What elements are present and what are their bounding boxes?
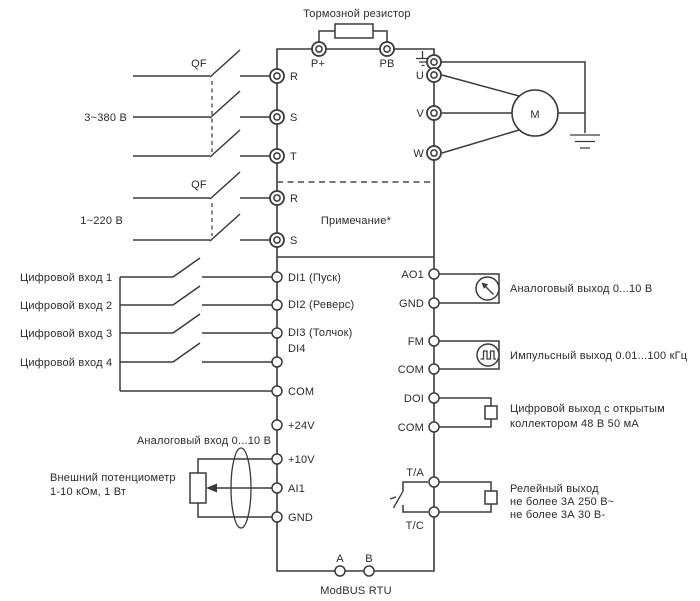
terminal-w bbox=[427, 146, 441, 160]
label-p-plus: P+ bbox=[310, 58, 326, 70]
pulse-output-label: Импульсный выход 0.01...100 кГц bbox=[510, 350, 688, 362]
terminal-di2 bbox=[272, 300, 282, 310]
breaker-380-qf-label: QF bbox=[191, 58, 207, 70]
terminal-com-doi bbox=[429, 422, 439, 432]
digital-input-4-label: Цифровой вход 4 bbox=[20, 357, 113, 369]
terminal-u bbox=[427, 68, 441, 82]
motor-group bbox=[416, 51, 600, 153]
label-ao1: AO1 bbox=[401, 269, 424, 281]
square-wave-icon bbox=[477, 344, 499, 366]
breaker-380-wires bbox=[133, 76, 270, 156]
terminal-v bbox=[427, 106, 441, 120]
label-w: W bbox=[413, 148, 424, 160]
motor-letter: M bbox=[530, 109, 540, 121]
label-doi: DOI bbox=[403, 393, 424, 405]
terminal-di1 bbox=[272, 272, 282, 282]
breaker-220-blades bbox=[210, 172, 240, 241]
terminal-di4 bbox=[272, 357, 282, 367]
brake-resistor-icon bbox=[335, 24, 373, 38]
label-gnd-ao: GND bbox=[398, 298, 424, 310]
note-label: Примечание* bbox=[320, 215, 392, 227]
label-gnd-ai: GND bbox=[288, 512, 314, 524]
label-di2: DI2 (Реверс) bbox=[288, 299, 355, 311]
terminal-com-di bbox=[272, 386, 282, 396]
breaker-220-wires bbox=[133, 198, 270, 240]
terminal-modbus-a bbox=[335, 566, 345, 576]
label-modbus-b: B bbox=[365, 553, 373, 565]
label-di1: DI1 (Пуск) bbox=[288, 272, 342, 284]
potentiometer-wiper-arrow-icon bbox=[206, 484, 217, 493]
label-fm: FM bbox=[407, 336, 424, 348]
open-collector-label-line1: Цифровой выход с открытым bbox=[510, 403, 665, 415]
label-com-fm: COM bbox=[397, 364, 424, 376]
terminal-di3 bbox=[272, 328, 282, 338]
analog-input-title: Аналоговый вход 0...10 В bbox=[136, 435, 272, 447]
terminal-t-380 bbox=[270, 149, 284, 163]
label-t-380: T bbox=[290, 151, 297, 163]
relay-label-line2: не более 3А 250 В~ bbox=[510, 496, 615, 508]
label-tc: T/C bbox=[405, 520, 424, 532]
load-resistor-icon bbox=[485, 406, 497, 419]
digital-input-wires bbox=[120, 277, 272, 362]
breaker-220-qf-label: QF bbox=[191, 179, 207, 191]
label-com-doi: COM bbox=[397, 422, 424, 434]
terminal-s-220 bbox=[270, 233, 284, 247]
modbus-label: ModBUS RTU bbox=[320, 585, 392, 597]
open-collector-wires bbox=[439, 398, 491, 427]
breaker-380-blades bbox=[210, 50, 240, 157]
terminal-pe bbox=[427, 55, 441, 69]
label-com-di: COM bbox=[288, 386, 315, 398]
open-collector-label-line2: коллектором 48 В 50 мА bbox=[510, 418, 639, 430]
breaker-220-group bbox=[80, 172, 270, 241]
terminal-r-380 bbox=[270, 69, 284, 83]
terminal-s-380 bbox=[270, 110, 284, 124]
label-10v: +10V bbox=[288, 454, 315, 466]
modbus-group bbox=[320, 553, 391, 597]
potentiometer-icon bbox=[190, 473, 206, 503]
analog-output-label: Аналоговый выход 0...10 В bbox=[510, 283, 653, 295]
relay-contact-blade-icon bbox=[390, 492, 403, 508]
voltage-380-label: 3~380 В bbox=[84, 112, 127, 124]
potentiometer-label-line1: Внешний потенциометр bbox=[50, 472, 176, 484]
label-modbus-a: A bbox=[336, 553, 344, 565]
potentiometer-label-line2: 1-10 кОм, 1 Вт bbox=[50, 486, 127, 498]
relay-contact-wires bbox=[403, 482, 428, 512]
terminal-doi bbox=[429, 393, 439, 403]
terminal-pb bbox=[380, 42, 394, 56]
relay-label-line1: Релейный выход bbox=[510, 483, 599, 495]
terminal-ao1 bbox=[429, 269, 439, 279]
digital-inputs-group bbox=[20, 258, 272, 391]
digital-input-2-label: Цифровой вход 2 bbox=[20, 300, 113, 312]
digital-inputs-common-bus bbox=[120, 277, 272, 391]
terminal-tc bbox=[429, 507, 439, 517]
terminal-gnd-ai bbox=[272, 512, 282, 522]
analog-input-group bbox=[50, 435, 272, 528]
analog-output-group bbox=[439, 274, 652, 303]
relay-label-line3: не более 3А 30 В- bbox=[510, 509, 606, 521]
relay-output-group bbox=[390, 482, 614, 521]
terminal-10v bbox=[272, 454, 282, 464]
terminal-com-fm bbox=[429, 364, 439, 374]
terminal-fm bbox=[429, 336, 439, 346]
digital-input-switch-blades bbox=[173, 258, 200, 362]
label-ta: T/A bbox=[406, 467, 424, 479]
terminal-labels bbox=[288, 58, 424, 532]
terminal-24v bbox=[272, 420, 282, 430]
terminal-ta bbox=[429, 477, 439, 487]
breaker-380-group bbox=[84, 50, 270, 157]
label-v: V bbox=[416, 108, 424, 120]
digital-input-3-label: Цифровой вход 3 bbox=[20, 328, 113, 340]
pulse-output-group bbox=[439, 341, 688, 369]
terminal-ai1 bbox=[272, 483, 282, 493]
terminal-p-plus bbox=[312, 42, 326, 56]
terminal-modbus-b bbox=[364, 566, 374, 576]
label-ai1: AI1 bbox=[288, 483, 306, 495]
label-s-220: S bbox=[290, 235, 298, 247]
label-di3: DI3 (Толчок) bbox=[288, 327, 353, 339]
label-pb: PB bbox=[379, 58, 395, 70]
pe-wire bbox=[441, 62, 585, 133]
terminal-r-220 bbox=[270, 191, 284, 205]
terminal-gnd-ao bbox=[429, 298, 439, 308]
label-24v: +24V bbox=[288, 420, 315, 432]
relay-load-wires bbox=[439, 482, 491, 512]
label-di4: DI4 bbox=[288, 343, 306, 355]
digital-input-1-label: Цифровой вход 1 bbox=[20, 272, 113, 284]
label-s-380: S bbox=[290, 112, 298, 124]
earth-ground-icon bbox=[570, 135, 600, 148]
brake-resistor-title: Тормозной резистор bbox=[303, 8, 411, 20]
relay-load-icon bbox=[485, 491, 497, 504]
label-r-380: R bbox=[290, 71, 299, 83]
open-collector-output-group bbox=[439, 398, 665, 430]
label-u: U bbox=[415, 70, 424, 82]
voltage-220-label: 1~220 В bbox=[80, 215, 123, 227]
label-r-220: R bbox=[290, 193, 299, 205]
